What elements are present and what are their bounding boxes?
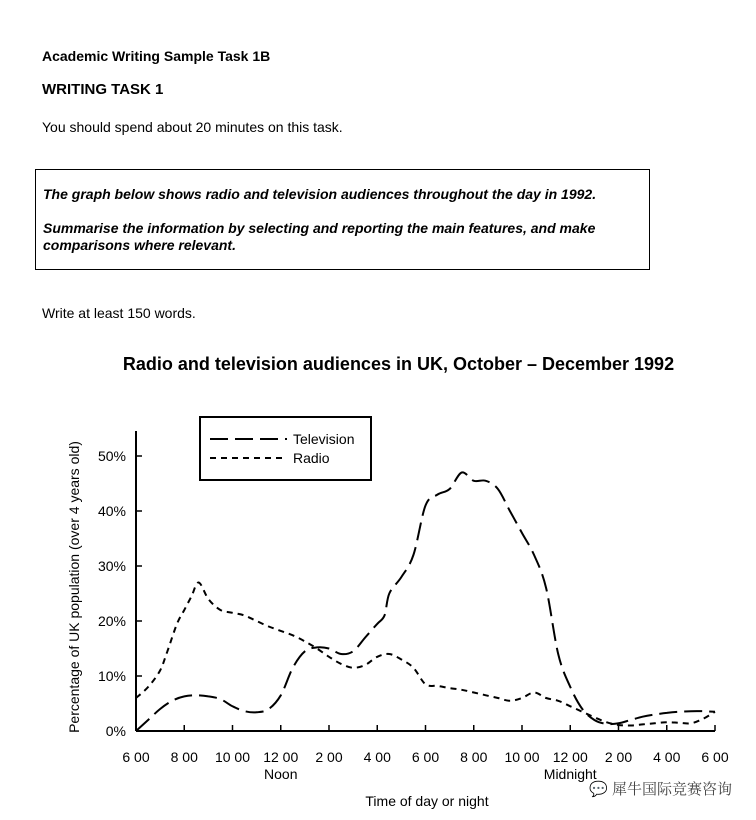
task-prompt-line-1: The graph below shows radio and television audiences throughout the day in 1992. [43,186,597,202]
x-tick-label: 6 00 [701,749,729,765]
y-tick-label: 0% [105,723,126,739]
x-tick-label: 8 00 [460,749,488,765]
chart-title: Radio and television audiences in UK, October – December 1992 [122,354,675,374]
x-tick-label: 10 00 [504,749,540,765]
x-tick-label: 12 00 [552,749,588,765]
x-tick-label: 4 00 [653,749,681,765]
task-prompt-line-2: Summarise the information by selecting and reporting the main features, and make comparisons where relevant. [43,220,596,253]
x-sub-label: Noon [264,766,298,782]
x-tick-label: 10 00 [214,749,251,765]
y-tick-label: 20% [97,613,126,629]
television-line [136,472,715,731]
document-subtitle: Academic Writing Sample Task 1B [42,48,271,64]
time-instruction: You should spend about 20 minutes on this task. [42,119,343,135]
y-axis-title: Percentage of UK population (over 4 years old) [66,441,82,733]
y-tick-label: 30% [97,558,126,574]
x-tick-label: 6 00 [411,749,440,765]
x-tick-label: 2 00 [604,749,633,765]
x-tick-label: 12 00 [263,749,299,765]
x-tick-label: 4 00 [363,749,391,765]
wechat-icon: 💬 [589,781,608,798]
x-tick-label: 8 00 [170,749,198,765]
x-axis-title: Time of day or night [365,793,489,809]
legend-radio-label: Radio [293,450,330,466]
legend-box [200,417,371,480]
task-heading: WRITING TASK 1 [42,81,164,98]
legend-television-label: Television [293,431,355,447]
x-tick-label: 2 00 [315,749,343,765]
y-tick-label: 50% [97,448,126,464]
y-tick-label: 10% [97,668,126,684]
watermark-text: 犀牛国际竞赛咨询 [611,781,732,798]
radio-line [136,582,715,725]
watermark [589,778,732,799]
y-tick-label: 40% [97,503,126,519]
x-tick-label: 6 00 [122,749,150,765]
word-requirement: Write at least 150 words. [42,305,196,321]
x-sub-label: Midnight [543,766,597,782]
